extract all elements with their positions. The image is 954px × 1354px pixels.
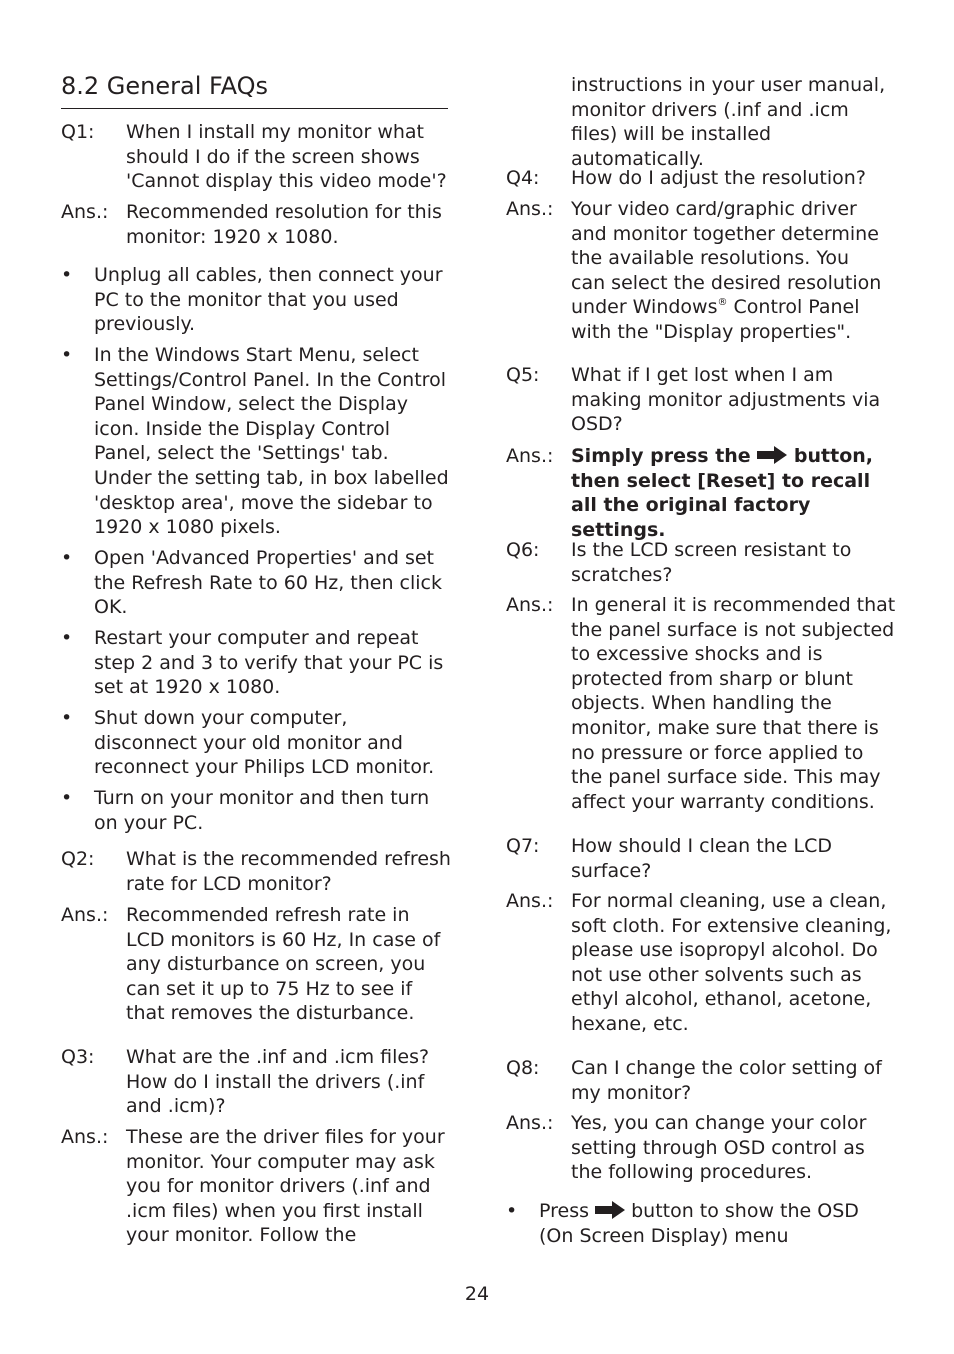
list-item-text bbox=[539, 1199, 898, 1248]
answer-label: Ans.: bbox=[506, 198, 554, 220]
bullet-icon: • bbox=[506, 1200, 518, 1222]
answer-8 bbox=[506, 1111, 898, 1185]
answer-text: For normal cleaning, use a clean, soft cloth. For extensive cleaning, please use isopropyl alcohol. Do not use other solvents such as ethyl alcohol, ethanol, acetone, hexane, etc. bbox=[571, 890, 892, 1035]
page-number: 24 bbox=[464, 1283, 490, 1305]
question-label: Q2: bbox=[61, 848, 95, 870]
answer-4 bbox=[506, 197, 898, 345]
list-item-text: Unplug all cables, then connect your PC to the monitor that you used previously. bbox=[94, 264, 443, 336]
answer-text: Yes, you can change your color setting through OSD control as the following procedures. bbox=[571, 1112, 867, 1184]
answer-2 bbox=[61, 903, 451, 1026]
list-item bbox=[61, 263, 451, 337]
question-text: What is the recommended refresh rate for LCD monitor? bbox=[126, 848, 451, 895]
question-label: Q5: bbox=[506, 364, 540, 386]
question-5 bbox=[506, 363, 898, 437]
question-8 bbox=[506, 1056, 898, 1105]
question-text: What if I get lost when I am making monitor adjustments via OSD? bbox=[571, 364, 881, 436]
answer-text bbox=[571, 444, 898, 542]
answer-text-part: Simply press the bbox=[571, 445, 758, 467]
bullet-icon: • bbox=[61, 707, 73, 729]
question-label: Q3: bbox=[61, 1046, 95, 1068]
bullet-icon: • bbox=[61, 787, 73, 809]
answer-6 bbox=[506, 593, 898, 814]
answer-text: In general it is recommended that the panel surface is not subjected to excessive shocks and is protected from sharp or blunt objects. When handling the monitor, make sure that there is no pressure or force applied to the panel surface side. This may affect your warranty conditions. bbox=[571, 594, 896, 813]
bullet-icon: • bbox=[61, 627, 73, 649]
answer-label: Ans.: bbox=[506, 445, 554, 467]
question-7 bbox=[506, 834, 898, 883]
question-4 bbox=[506, 166, 898, 191]
question-text: How should I clean the LCD surface? bbox=[571, 835, 832, 882]
right-arrow-icon bbox=[757, 446, 787, 464]
question-label: Q1: bbox=[61, 121, 95, 143]
list-item bbox=[61, 706, 451, 780]
answer-text: These are the driver files for your monitor. Your computer may ask you for monitor drivers (.inf and .icm files) when you first install your monitor. Follow the bbox=[126, 1126, 445, 1247]
question-text: When I install my monitor what should I do if the screen shows 'Cannot display this video mode'? bbox=[126, 121, 447, 193]
answer-1 bbox=[61, 200, 451, 249]
question-label: Q4: bbox=[506, 167, 540, 189]
question-3 bbox=[61, 1045, 451, 1119]
list-item bbox=[61, 786, 451, 835]
list-item bbox=[61, 546, 451, 620]
answer-label: Ans.: bbox=[61, 904, 109, 926]
question-text: Is the LCD screen resistant to scratches? bbox=[571, 539, 852, 586]
answer-label: Ans.: bbox=[506, 1112, 554, 1134]
bullet-icon: • bbox=[61, 264, 73, 286]
list-item bbox=[506, 1199, 898, 1248]
answer-text: Recommended resolution for this monitor: 1920 x 1080. bbox=[126, 201, 442, 248]
list-item-text: Restart your computer and repeat step 2 and 3 to verify that your PC is set at 1920 x 1080. bbox=[94, 627, 444, 699]
question-text: How do I adjust the resolution? bbox=[571, 167, 866, 189]
question-2 bbox=[61, 847, 451, 896]
bullet-icon: • bbox=[61, 547, 73, 569]
answer-text-part: Control Panel with the "Display properties". bbox=[571, 296, 860, 343]
answer-3-continuation: instructions in your user manual, monitor drivers (.inf and .icm files) will be installed automatically. bbox=[571, 74, 886, 170]
list-item bbox=[61, 626, 451, 700]
question-text: What are the .inf and .icm files? How do I install the drivers (.inf and .icm)? bbox=[126, 1046, 430, 1118]
bullet-icon: • bbox=[61, 344, 73, 366]
answer-label: Ans.: bbox=[61, 201, 109, 223]
list-item-text: Open 'Advanced Properties' and set the Refresh Rate to 60 Hz, then click OK. bbox=[94, 547, 443, 619]
question-1 bbox=[61, 120, 451, 194]
question-text: Can I change the color setting of my monitor? bbox=[571, 1057, 882, 1104]
answer-label: Ans.: bbox=[506, 594, 554, 616]
question-label: Q8: bbox=[506, 1057, 540, 1079]
question-6 bbox=[506, 538, 898, 587]
list-item-text: In the Windows Start Menu, select Settings/Control Panel. In the Control Panel Window, select the Display icon. Inside the Display Control Panel, select the 'Settings' tab. Under the setting tab, in box labelled 'desktop area', move the sidebar to 1920 x 1080 pixels. bbox=[94, 344, 449, 539]
list-item-text-part: button to show the OSD (On Screen Display) menu bbox=[539, 1200, 859, 1247]
question-label: Q7: bbox=[506, 835, 540, 857]
list-item-text: Shut down your computer, disconnect your old monitor and reconnect your Philips LCD monitor. bbox=[94, 707, 435, 779]
answer-label: Ans.: bbox=[61, 1126, 109, 1148]
answer-text-part: Your video card/graphic driver and monitor together determine the available resolutions. You can select the desired resolution under Windows bbox=[571, 198, 882, 319]
answer-text bbox=[571, 197, 886, 345]
answer-5 bbox=[506, 444, 898, 542]
answer-3 bbox=[61, 1125, 451, 1248]
answer-text-part: button, then select [Reset] to recall all the original factory settings. bbox=[571, 445, 874, 541]
right-arrow-icon bbox=[595, 1201, 625, 1219]
question-label: Q6: bbox=[506, 539, 540, 561]
answer-7 bbox=[506, 889, 898, 1037]
section-title: 8.2 General FAQs bbox=[61, 70, 448, 109]
answer-text: Recommended refresh rate in LCD monitors is 60 Hz, In case of any disturbance on screen, you can set it up to 75 Hz to see if that removes the disturbance. bbox=[126, 904, 441, 1025]
list-item-text: Turn on your monitor and then turn on your PC. bbox=[94, 787, 430, 834]
registered-mark: ® bbox=[717, 297, 728, 309]
answer-label: Ans.: bbox=[506, 890, 554, 912]
list-item bbox=[61, 343, 451, 540]
list-item-text-part: Press bbox=[539, 1200, 596, 1222]
